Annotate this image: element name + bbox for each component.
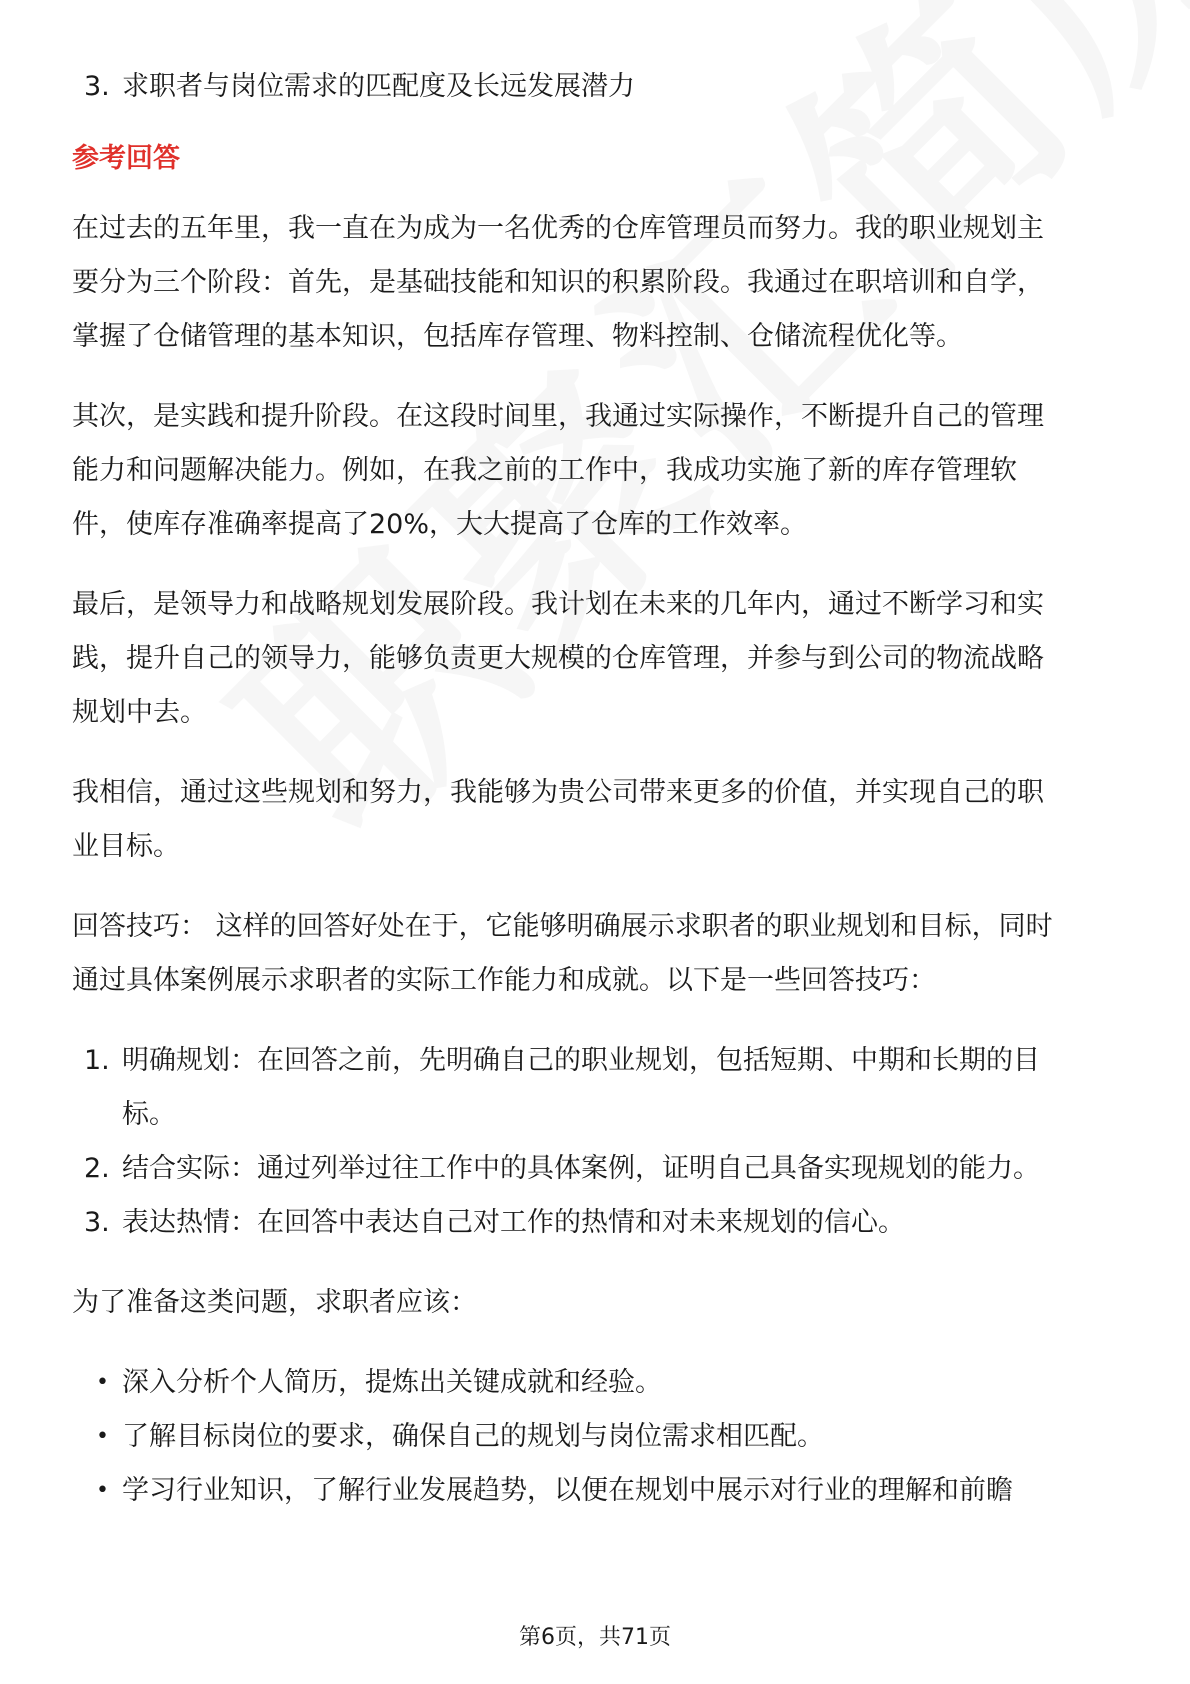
intro-list-item [72, 58, 1132, 116]
list-number: 3. [84, 1207, 110, 1238]
bullet-text: 深入分析个人简历，提炼出关键成就和经验。 [122, 1367, 662, 1398]
bullet-item [72, 1410, 1132, 1464]
page-footer: 第6页，共71页 [519, 1625, 671, 1650]
tip-item [72, 1034, 1132, 1142]
paragraph-3 [72, 578, 1132, 740]
prep-intro: 为了准备这类问题，求职者应该： [72, 1287, 477, 1318]
tip-text: 结合实际：通过列举过往工作中的具体案例，证明自己具备实现规划的能力。 [122, 1153, 1040, 1184]
paragraph-line: 能力和问题解决能力。例如，在我之前的工作中，我成功实施了新的库存管理软 [72, 455, 1017, 486]
paragraph-2 [72, 390, 1132, 552]
section-heading: 参考回答 [72, 143, 180, 174]
list-number: 2. [84, 1153, 110, 1184]
document-body [72, 58, 1132, 1518]
tip-text: 标。 [122, 1099, 176, 1130]
paragraph-line: 最后，是领导力和战略规划发展阶段。我计划在未来的几年内，通过不断学习和实 [72, 589, 1044, 620]
bullet-dot-icon: • [96, 1478, 109, 1503]
paragraph-4 [72, 766, 1132, 874]
paragraph-line: 规划中去。 [72, 697, 207, 728]
tip-item [72, 1196, 1132, 1250]
bullet-text: 了解目标岗位的要求，确保自己的规划与岗位需求相匹配。 [122, 1421, 824, 1452]
paragraph-line: 我相信，通过这些规划和努力，我能够为贵公司带来更多的价值，并实现自己的职 [72, 777, 1044, 808]
paragraph-line: 践，提升自己的领导力，能够负责更大规模的仓库管理，并参与到公司的物流战略 [72, 643, 1044, 674]
paragraph-5 [72, 900, 1132, 1008]
prep-bullet-list [72, 1356, 1132, 1518]
bullet-item [72, 1356, 1132, 1410]
paragraph-line: 要分为三个阶段：首先，是基础技能和知识的积累阶段。我通过在职培训和自学， [72, 267, 1044, 298]
tip-item [72, 1142, 1132, 1196]
list-number: 3. [84, 71, 110, 102]
bullet-dot-icon: • [96, 1424, 109, 1449]
list-text: 求职者与岗位需求的匹配度及长远发展潜力 [122, 71, 635, 102]
list-number: 1. [84, 1045, 110, 1076]
bullet-item [72, 1464, 1132, 1518]
paragraph-line: 通过具体案例展示求职者的实际工作能力和成就。以下是一些回答技巧： [72, 965, 936, 996]
tip-text: 表达热情：在回答中表达自己对工作的热情和对未来规划的信心。 [122, 1207, 905, 1238]
paragraph-line: 业目标。 [72, 831, 180, 862]
paragraph-1 [72, 202, 1132, 364]
paragraph-line: 其次，是实践和提升阶段。在这段时间里，我通过实际操作，不断提升自己的管理 [72, 401, 1044, 432]
paragraph-line: 掌握了仓储管理的基本知识，包括库存管理、物料控制、仓储流程优化等。 [72, 321, 963, 352]
paragraph-line: 在过去的五年里，我一直在为成为一名优秀的仓库管理员而努力。我的职业规划主 [72, 213, 1044, 244]
tip-text: 明确规划：在回答之前，先明确自己的职业规划，包括短期、中期和长期的目 [122, 1045, 1040, 1076]
paragraph-line: 回答技巧： 这样的回答好处在于，它能够明确展示求职者的职业规划和目标，同时 [72, 911, 1053, 942]
paragraph-line: 件，使库存准确率提高了20%，大大提高了仓库的工作效率。 [72, 509, 808, 540]
tips-list [72, 1034, 1132, 1250]
bullet-text: 学习行业知识，了解行业发展趋势，以便在规划中展示对行业的理解和前瞻 [122, 1475, 1013, 1506]
bullet-dot-icon: • [96, 1370, 109, 1395]
